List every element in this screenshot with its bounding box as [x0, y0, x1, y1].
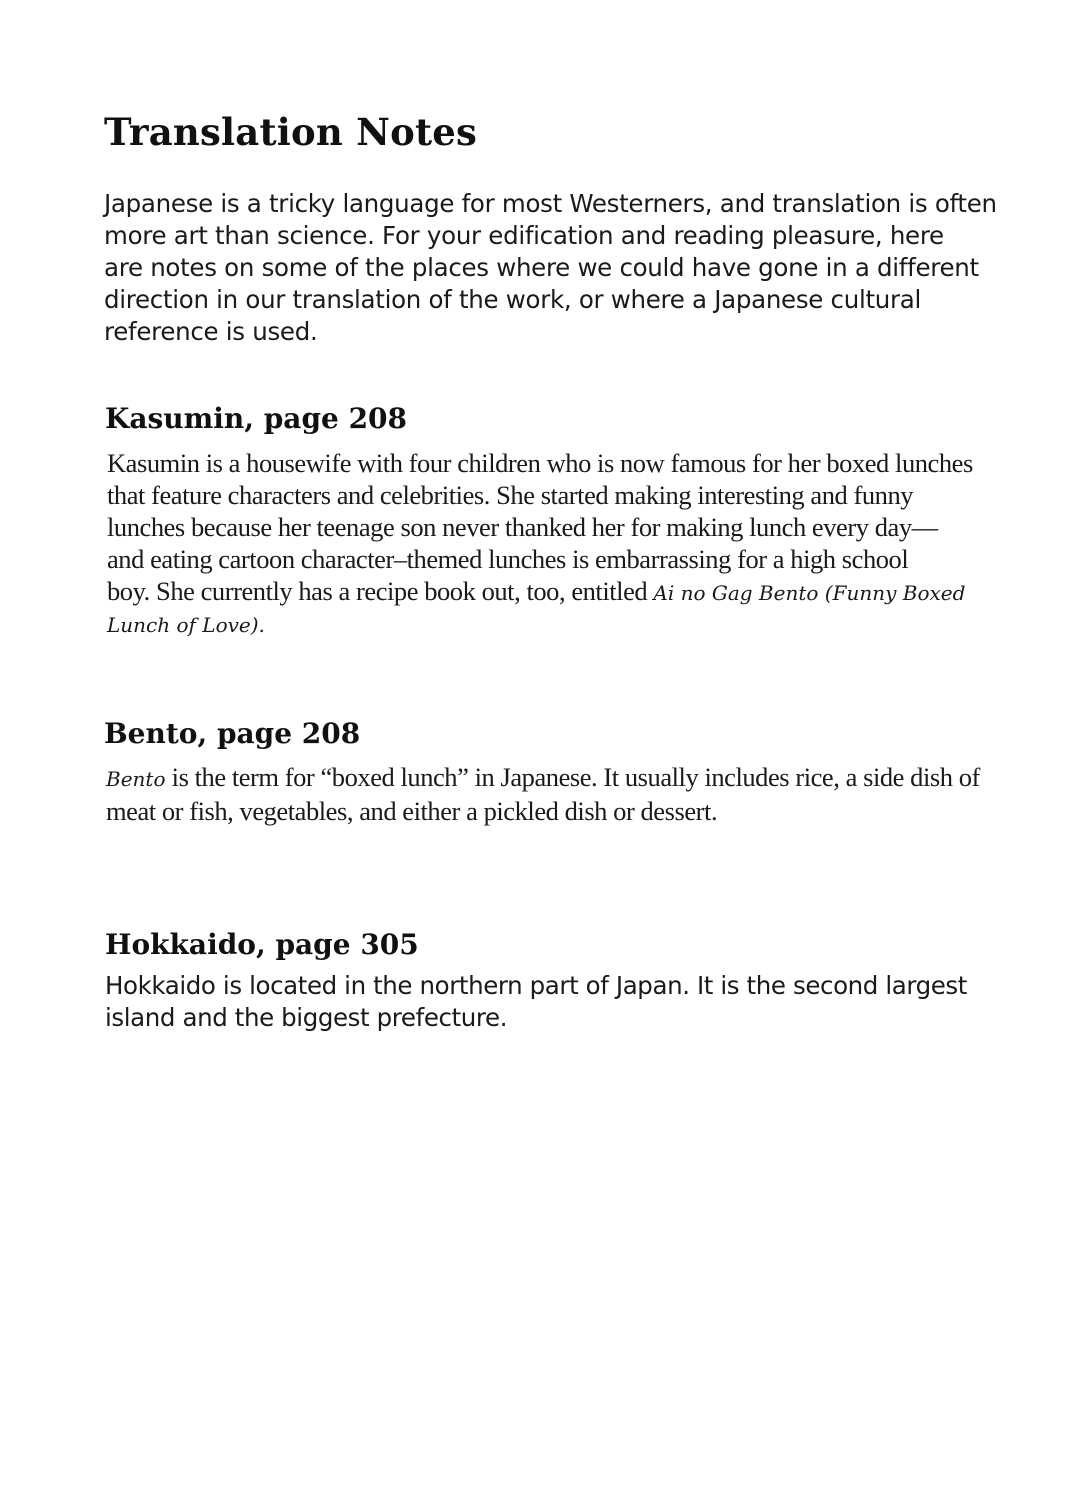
- note-heading-bento: Bento, page 208: [104, 717, 361, 750]
- note-line: and eating cartoon character–themed lunches is embarrassing for a high school: [107, 544, 909, 574]
- intro-line: more art than science. For your edification and reading pleasure, here: [104, 221, 944, 250]
- note-heading-kasumin: Kasumin, page 208: [105, 402, 408, 435]
- note-body-bento: [106, 761, 980, 827]
- note-line: that feature characters and celebrities. She started making interesting and funny: [107, 480, 914, 510]
- intro-line: reference is used.: [104, 317, 318, 346]
- note-body-kasumin: [107, 447, 973, 641]
- intro-line: Japanese is a tricky language for most Westerners, and translation is often: [104, 189, 997, 218]
- book-title-italic: Ai no Gag Bento (Funny Boxed: [653, 581, 966, 605]
- note-heading-hokkaido: Hokkaido, page 305: [105, 928, 419, 961]
- note-line: [107, 575, 973, 609]
- note-line-text: is the term for “boxed lunch” in Japanese. It usually includes rice, a side dish of: [165, 762, 980, 792]
- note-line: island and the biggest prefecture.: [105, 1003, 508, 1032]
- book-title-italic-continuation: Lunch of Love).: [107, 613, 265, 637]
- term-italic: Bento: [106, 767, 166, 791]
- intro-line: are notes on some of the places where we could have gone in a different: [104, 253, 979, 282]
- note-line: Kasumin is a housewife with four children who is now famous for her boxed lunches: [107, 448, 973, 478]
- page-title: Translation Notes: [104, 110, 478, 154]
- note-line: lunches because her teenage son never thanked her for making lunch every day—: [107, 512, 938, 542]
- note-line: meat or fish, vegetables, and either a pickled dish or dessert.: [106, 796, 718, 826]
- intro-paragraph: [104, 188, 997, 348]
- note-body-hokkaido: [105, 970, 967, 1034]
- note-line-text: boy. She currently has a recipe book out, too, entitled: [107, 576, 654, 606]
- note-line: [106, 761, 980, 795]
- note-line: Hokkaido is located in the northern part of Japan. It is the second largest: [105, 971, 967, 1000]
- intro-line: direction in our translation of the work, or where a Japanese cultural: [104, 285, 921, 314]
